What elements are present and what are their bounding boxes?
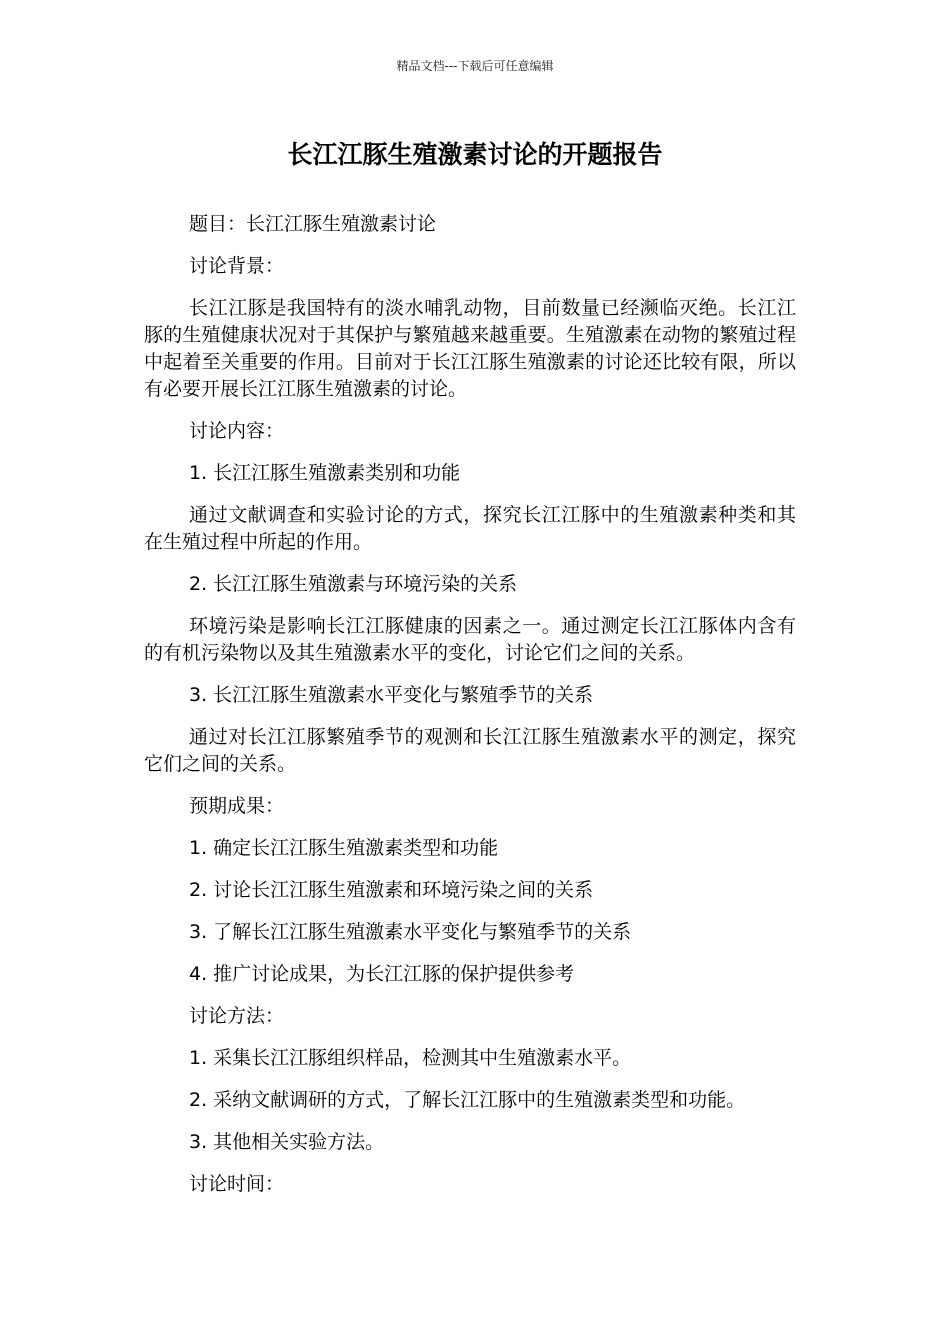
content-item-text: 通过文献调查和实验讨论的方式，探究长江江豚中的生殖激素种类和其在生殖过程中所起的作用。 xyxy=(144,504,796,553)
content-item-title: 2. 长江江豚生殖激素与环境污染的关系 xyxy=(189,573,518,595)
methods-item: 3. 其他相关实验方法。 xyxy=(189,1131,385,1153)
topic-line: 题目：长江江豚生殖激素讨论 xyxy=(189,213,437,235)
document-body xyxy=(144,211,796,1198)
content-item-title: 3. 长江江豚生殖激素水平变化与繁殖季节的关系 xyxy=(189,684,594,706)
results-item: 1. 确定长江江豚生殖激素类型和功能 xyxy=(189,837,499,859)
content-heading: 讨论内容： xyxy=(189,420,285,442)
time-heading: 讨论时间： xyxy=(189,1173,285,1195)
results-heading: 预期成果： xyxy=(189,795,285,817)
content-item-text: 环境污染是影响长江江豚健康的因素之一。通过测定长江江豚体内含有的有机污染物以及其生殖激素水平的变化，讨论它们之间的关系。 xyxy=(144,615,796,664)
background-paragraph: 长江江豚是我国特有的淡水哺乳动物，目前数量已经濒临灭绝。长江江豚的生殖健康状况对于其保护与繁殖越来越重要。生殖激素在动物的繁殖过程中起着至关重要的作用。目前对于长江江豚生殖激素的讨论还比较有限，所以有必要开展长江江豚生殖激素的讨论。 xyxy=(144,297,796,400)
results-item: 2. 讨论长江江豚生殖激素和环境污染之间的关系 xyxy=(189,879,594,901)
background-heading: 讨论背景： xyxy=(189,255,285,277)
results-item: 3. 了解长江江豚生殖激素水平变化与繁殖季节的关系 xyxy=(189,921,632,943)
methods-heading: 讨论方法： xyxy=(189,1005,285,1027)
content-item-text: 通过对长江江豚繁殖季节的观测和长江江豚生殖激素水平的测定，探究它们之间的关系。 xyxy=(144,726,796,775)
methods-item: 2. 采纳文献调研的方式，了解长江江豚中的生殖激素类型和功能。 xyxy=(189,1089,746,1111)
results-item: 4. 推广讨论成果，为长江江豚的保护提供参考 xyxy=(189,963,575,985)
page-header: 精品文档---下载后可任意编辑 xyxy=(396,59,554,73)
document-title: 长江江豚生殖激素讨论的开题报告 xyxy=(287,140,663,169)
methods-item: 1. 采集长江江豚组织样品，检测其中生殖激素水平。 xyxy=(189,1047,632,1069)
content-item-title: 1. 长江江豚生殖激素类别和功能 xyxy=(189,462,461,484)
